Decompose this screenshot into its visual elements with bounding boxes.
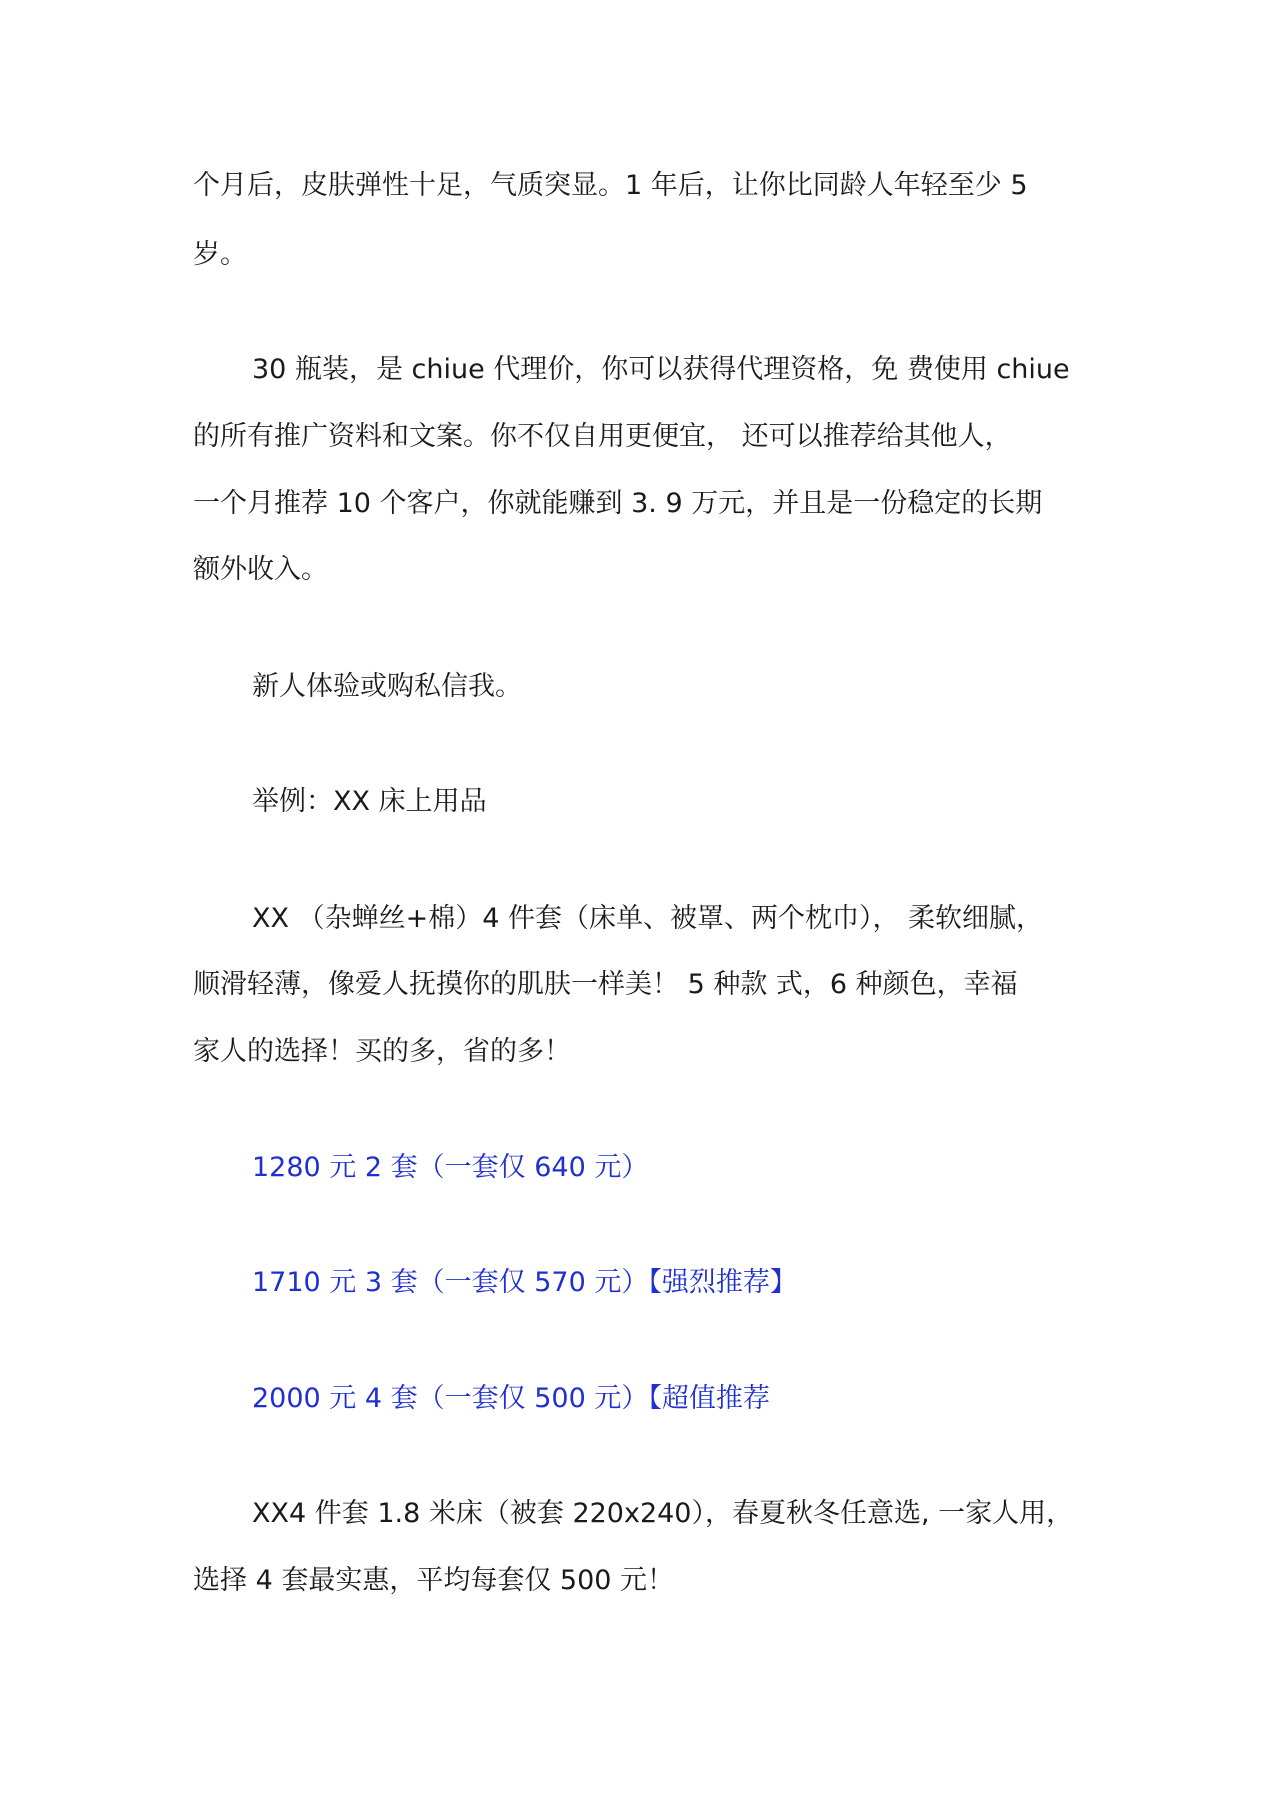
paragraph-2-line-3: 一个月推荐 10 个客户，你就能赚到 3. 9 万元，并且是一份稳定的长期 bbox=[193, 488, 1043, 519]
paragraph-5-line-2: 顺滑轻薄，像爱人抚摸你的肌肤一样美！ 5 种款 式，6 种颜色，幸福 bbox=[193, 969, 1018, 1000]
paragraph-5-line-1: XX （杂蝉丝+棉）4 件套（床单、被罩、两个枕巾）， 柔软细腻， bbox=[252, 903, 1044, 934]
price-option-4-sets: 2000 元 4 套（一套仅 500 元）【超值推荐 bbox=[252, 1383, 770, 1414]
paragraph-1-line-1: 个月后，皮肤弹性十足，气质突显。1 年后，让你比同龄人年轻至少 5 bbox=[193, 170, 1028, 201]
paragraph-1-line-2: 岁。 bbox=[193, 239, 247, 270]
paragraph-6-line-2: 选择 4 套最实惠，平均每套仅 500 元！ bbox=[193, 1565, 675, 1596]
paragraph-2-line-1: 30 瓶装，是 chiue 代理价，你可以获得代理资格，免 费使用 chiue bbox=[252, 354, 1070, 385]
paragraph-4-line-1: 举例：XX 床上用品 bbox=[252, 786, 487, 817]
price-option-2-sets: 1280 元 2 套（一套仅 640 元） bbox=[252, 1152, 649, 1183]
paragraph-2-line-2: 的所有推广资料和文案。你不仅自用更便宜， 还可以推荐给其他人， bbox=[193, 421, 1012, 452]
price-option-3-sets: 1710 元 3 套（一套仅 570 元）【强烈推荐】 bbox=[252, 1267, 797, 1298]
paragraph-5-line-3: 家人的选择！买的多，省的多！ bbox=[193, 1036, 571, 1067]
paragraph-2-line-4: 额外收入。 bbox=[193, 554, 328, 585]
paragraph-3-line-1: 新人体验或购私信我。 bbox=[252, 671, 522, 702]
paragraph-6-line-1: XX4 件套 1.8 米床（被套 220x240），春夏秋冬任意选, 一家人用， bbox=[252, 1498, 1074, 1529]
